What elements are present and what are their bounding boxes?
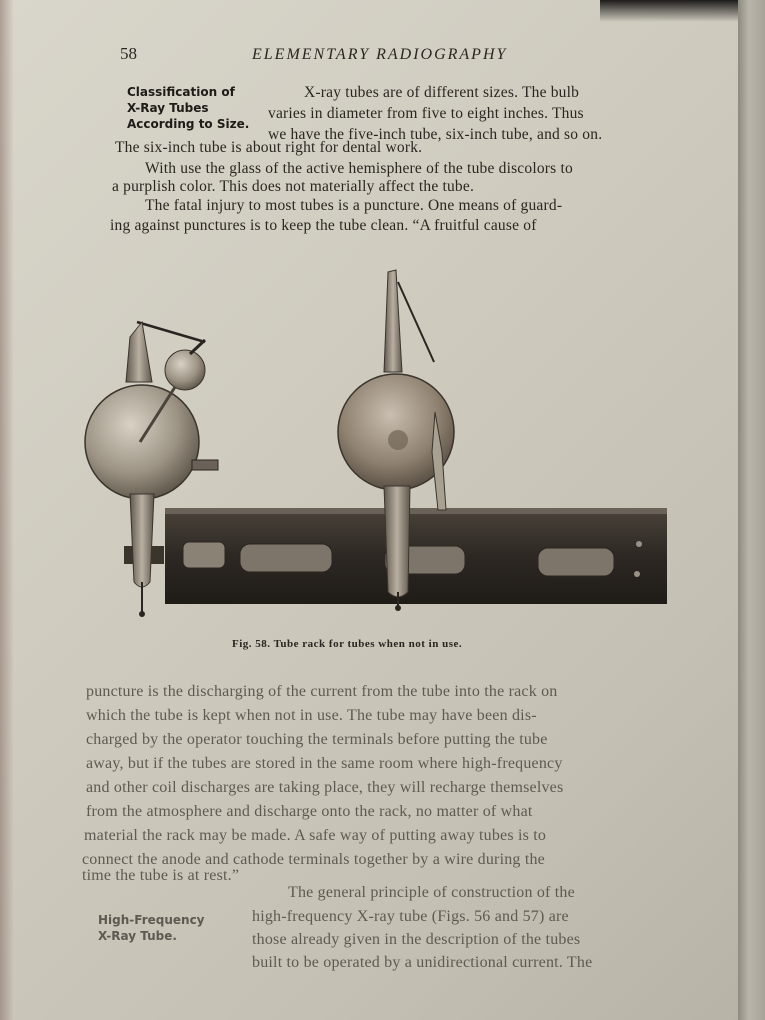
text-line: which the tube is kept when not in use. The tube may have been dis- (86, 707, 537, 724)
sidenote-line: High-Frequency (98, 913, 205, 927)
page-edge-shadow (0, 0, 14, 1020)
text-line: a purplish color. This does not materially affect the tube. (112, 178, 475, 195)
figure-caption: Fig. 58. Tube rack for tubes when not in use. (232, 638, 463, 650)
text-line: and other coil discharges are taking place, they will recharge themselves (86, 779, 564, 796)
text-line: from the atmosphere and discharge onto the rack, no matter of what (86, 803, 533, 820)
rack-clip (183, 542, 225, 568)
book-spine-edge (738, 0, 765, 1020)
page-number: 58 (120, 44, 137, 63)
text-line: away, but if the tubes are stored in the same room where high-frequency (86, 755, 563, 772)
sidenote-line: Classification of (127, 85, 235, 99)
running-head-title: ELEMENTARY RADIOGRAPHY (252, 46, 508, 63)
text-line: With use the glass of the active hemisphere of the tube discolors to (145, 160, 573, 177)
figure-tube-rack (80, 262, 680, 632)
text-line: The general principle of construction of the (288, 884, 575, 901)
text-line: The six-inch tube is about right for dental work. (115, 139, 423, 156)
rack-screw (634, 571, 640, 577)
text-line: connect the anode and cathode terminals together by a wire during the (82, 851, 545, 868)
text-line: varies in diameter from five to eight inches. Thus (268, 105, 584, 122)
text-line: puncture is the discharging of the current from the tube into the rack on (86, 683, 558, 700)
sidenote-classification (127, 84, 249, 132)
sidenote-line: X-Ray Tubes (127, 101, 209, 115)
running-head (120, 44, 680, 74)
rack-clip (538, 548, 614, 576)
text-line: those already given in the description of the tubes (252, 931, 581, 948)
text-line: The fatal injury to most tubes is a puncture. One means of guard- (145, 197, 563, 214)
text-line: ing against punctures is to keep the tube clean. “A fruitful cause of (110, 217, 537, 234)
text-line: charged by the operator touching the terminals before putting the tube (86, 731, 548, 748)
text-line: time the tube is at rest.” (82, 867, 240, 884)
text-line: high-frequency X-ray tube (Figs. 56 and 57) are (252, 908, 569, 925)
text-line: built to be operated by a unidirectional current. The (252, 954, 593, 971)
text-line: X-ray tubes are of different sizes. The bulb (304, 84, 580, 101)
sidenote-line: According to Size. (127, 117, 250, 131)
sidenote-high-frequency (98, 912, 205, 944)
rack-top-edge (165, 508, 667, 514)
rack-clip (240, 544, 332, 572)
text-line: we have the five-inch tube, six-inch tube, and so on. (268, 126, 603, 143)
rack-screw (636, 541, 642, 547)
tube-rack-illustration (80, 262, 680, 632)
top-edge-shadow (600, 0, 745, 22)
text-line: material the rack may be made. A safe way of putting away tubes is to (84, 827, 547, 844)
sidenote-line: X-Ray Tube. (98, 929, 177, 943)
